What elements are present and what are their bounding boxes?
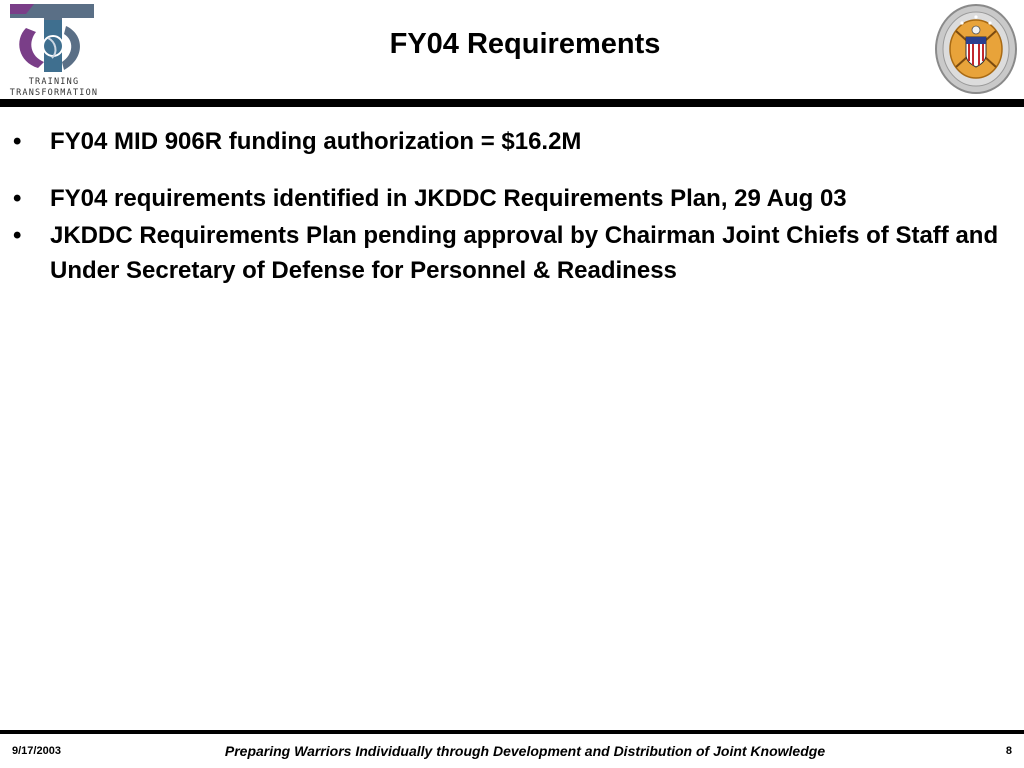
joint-chiefs-seal: [934, 3, 1018, 95]
bullet-item: [0, 124, 1024, 159]
training-transformation-logo: [4, 2, 100, 98]
logo-text-line2: TRANSFORMATION: [9, 88, 99, 98]
tt-logo-icon: [4, 2, 100, 76]
slide-title: FY04 Requirements: [389, 28, 661, 60]
seal-icon: [934, 3, 1018, 95]
header-divider: [0, 99, 1024, 107]
bullet-text: FY04 requirements identified in JKDDC Requirements Plan, 29 Aug 03: [50, 185, 847, 212]
bullet-icon: •: [13, 185, 22, 212]
bullet-item: [0, 181, 1024, 216]
footer-date: 9/17/2003: [12, 745, 61, 757]
logo-text-line1: TRAINING: [28, 77, 80, 87]
bullet-item: [0, 218, 1024, 288]
bullet-list: [0, 124, 1024, 310]
footer-tagline: Preparing Warriors Individually through Development and Distribution of Joint Knowledge: [224, 743, 826, 759]
bullet-icon: •: [13, 128, 22, 155]
bullet-text: JKDDC Requirements Plan pending approval by Chairman Joint Chiefs of Staff and Under Secretary of Defense for Personnel & Readiness: [50, 222, 999, 284]
bullet-icon: •: [13, 222, 22, 249]
bullet-text: FY04 MID 906R funding authorization = $16.2M: [50, 128, 582, 155]
footer-divider: [0, 730, 1024, 734]
page-number: 8: [1005, 745, 1012, 757]
